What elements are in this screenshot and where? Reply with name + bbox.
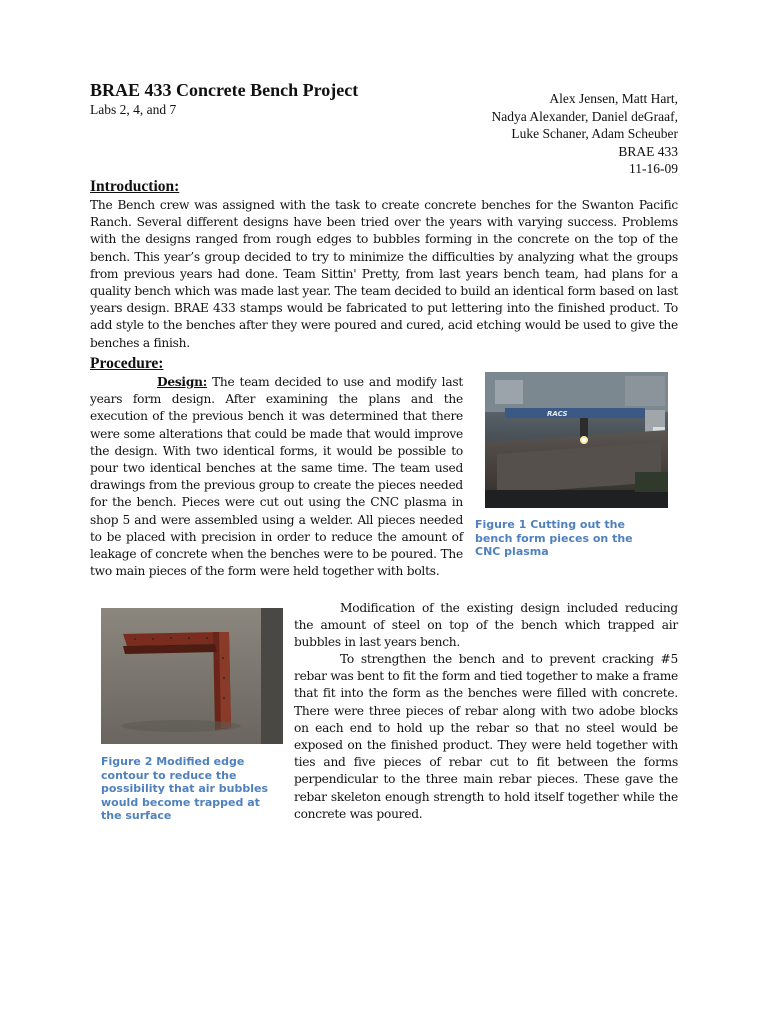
author-block: [492, 90, 679, 178]
figure2-caption: Figure 2 Modified edge contour to reduce the possibility that air bubbles would become trapped at the surface: [101, 755, 269, 822]
course-line: BRAE 433: [618, 143, 678, 159]
machine-label: RACS: [547, 410, 568, 418]
figure1-caption: Figure 1 Cutting out the bench form pieces on the CNC plasma: [475, 518, 633, 558]
design-lead: Design:: [157, 375, 207, 389]
document-title: BRAE 433 Concrete Bench Project: [90, 80, 359, 100]
author-line: Nadya Alexander, Daniel deGraaf,: [491, 108, 678, 124]
edge-contour-image: [101, 608, 283, 744]
figure1-photo: [485, 372, 668, 508]
introduction-heading: Introduction:: [90, 178, 180, 195]
modification-paragraph: [294, 600, 678, 652]
cnc-plasma-image: [485, 372, 668, 508]
figure2-photo: [101, 608, 283, 744]
modification-text: Modification of the existing design included reducing the amount of steel on top of the bench which trapped air bubbles in last years bench.: [294, 601, 678, 650]
document-subtitle: Labs 2, 4, and 7: [90, 102, 177, 117]
introduction-paragraph: The Bench crew was assigned with the task to create concrete benches for the Swanton Pacific Ranch. Several different designs have been tried over the years with varying success. Problems with the designs ranged from rough edges to bubbles forming in the concrete on the top of the bench. This year’s group decided to try to minimize the difficulties by analyzing what the groups from previous years had done. Team Sittin' Pretty, from last years bench team, had plans for a quality bench which was made last year. The team decided to build an identical form based on last years design. BRAE 433 stamps would be fabricated to put lettering into the finished product. To add style to the benches after they were poured and cured, acid etching would be used to give the benches a finish.: [90, 198, 678, 350]
procedure-heading: Procedure:: [90, 355, 164, 372]
strengthen-text: To strengthen the bench and to prevent cracking #5 rebar was bent to fit the form and tied together to make a frame that fit into the form as the benches were filled with concrete. There were three pieces of rebar along with two adobe blocks on each end to hold up the rebar so that no steel would be exposed on the finished product. They were held together with ties and five pieces of rebar cut to fit between the forms perpendicular to the three main rebar pieces. These gave the rebar skeleton enough strength to hold itself together while the concrete was poured.: [294, 652, 678, 821]
design-text: The team decided to use and modify last years form design. After examining the plans and the execution of the previous bench it was determined that there were some alterations that could be made that would improve the design. With two identical forms, it would be possible to pour two identical benches at the same time. The team used drawings from the previous group to create the pieces needed for the bench. Pieces were cut out using the CNC plasma in shop 5 and were assembled using a welder. All pieces needed to be placed with precision in order to reduce the amount of leakage of concrete when the benches were to be poured. The two main pieces of the form were held together with bolts.: [90, 375, 463, 579]
author-line: Luke Schaner, Adam Scheuber: [511, 126, 678, 141]
author-line: Alex Jensen, Matt Hart,: [549, 91, 678, 106]
design-paragraph: [90, 374, 463, 580]
date-line: 11-16-09: [629, 161, 678, 176]
strengthen-paragraph: [294, 651, 678, 823]
